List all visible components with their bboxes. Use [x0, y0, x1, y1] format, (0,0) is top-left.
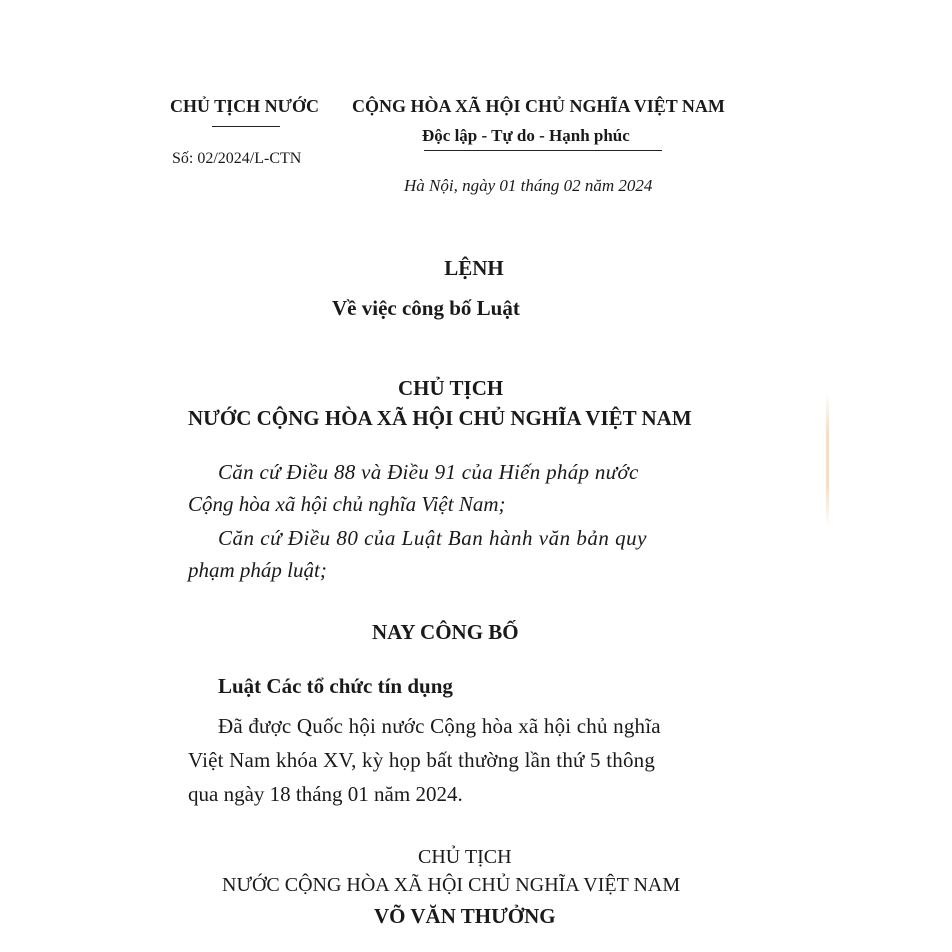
national-motto: Độc lập - Tự do - Hạnh phúc: [422, 126, 630, 145]
basis-1-line-1: Căn cứ Điều 88 và Điều 91 của Hiến pháp nước: [218, 460, 639, 484]
signature-country: NƯỚC CỘNG HÒA XÃ HỘI CHỦ NGHĨA VIỆT NAM: [222, 874, 681, 896]
issuer-underline: [212, 126, 280, 127]
authority-title: CHỦ TỊCH: [398, 376, 504, 400]
passage-line-2: Việt Nam khóa XV, kỳ họp bất thường lần thứ 5 thông: [188, 748, 656, 772]
issuer-name: CHỦ TỊCH NƯỚC: [170, 96, 320, 116]
basis-1-line-2: Cộng hòa xã hội chủ nghĩa Việt Nam;: [188, 492, 506, 516]
passage-line-1: Đã được Quốc hội nước Cộng hòa xã hội chủ nghĩa: [218, 714, 661, 738]
signer-name: VÕ VĂN THƯỞNG: [374, 904, 556, 928]
document-number: Số: 02/2024/L-CTN: [172, 150, 302, 167]
announcement-heading: NAY CÔNG BỐ: [372, 620, 519, 644]
place-and-date: Hà Nội, ngày 01 tháng 02 năm 2024: [404, 176, 653, 195]
motto-underline: [424, 150, 662, 151]
country-name: CỘNG HÒA XÃ HỘI CHỦ NGHĨA VIỆT NAM: [352, 96, 725, 116]
signature-title: CHỦ TỊCH: [418, 846, 512, 868]
document-subject: Về việc công bố Luật: [332, 296, 520, 320]
passage-line-3: qua ngày 18 tháng 01 năm 2024.: [188, 782, 463, 806]
law-name: Luật Các tổ chức tín dụng: [218, 674, 453, 698]
basis-2-line-2: phạm pháp luật;: [188, 558, 327, 582]
authority-country: NƯỚC CỘNG HÒA XÃ HỘI CHỦ NGHĨA VIỆT NAM: [188, 406, 692, 430]
basis-2-line-1: Căn cứ Điều 80 của Luật Ban hành văn bản quy: [218, 526, 647, 550]
paper-edge-shade: [826, 392, 829, 527]
document-type-text: LỆNH: [444, 256, 504, 280]
document-type: [0, 256, 952, 281]
